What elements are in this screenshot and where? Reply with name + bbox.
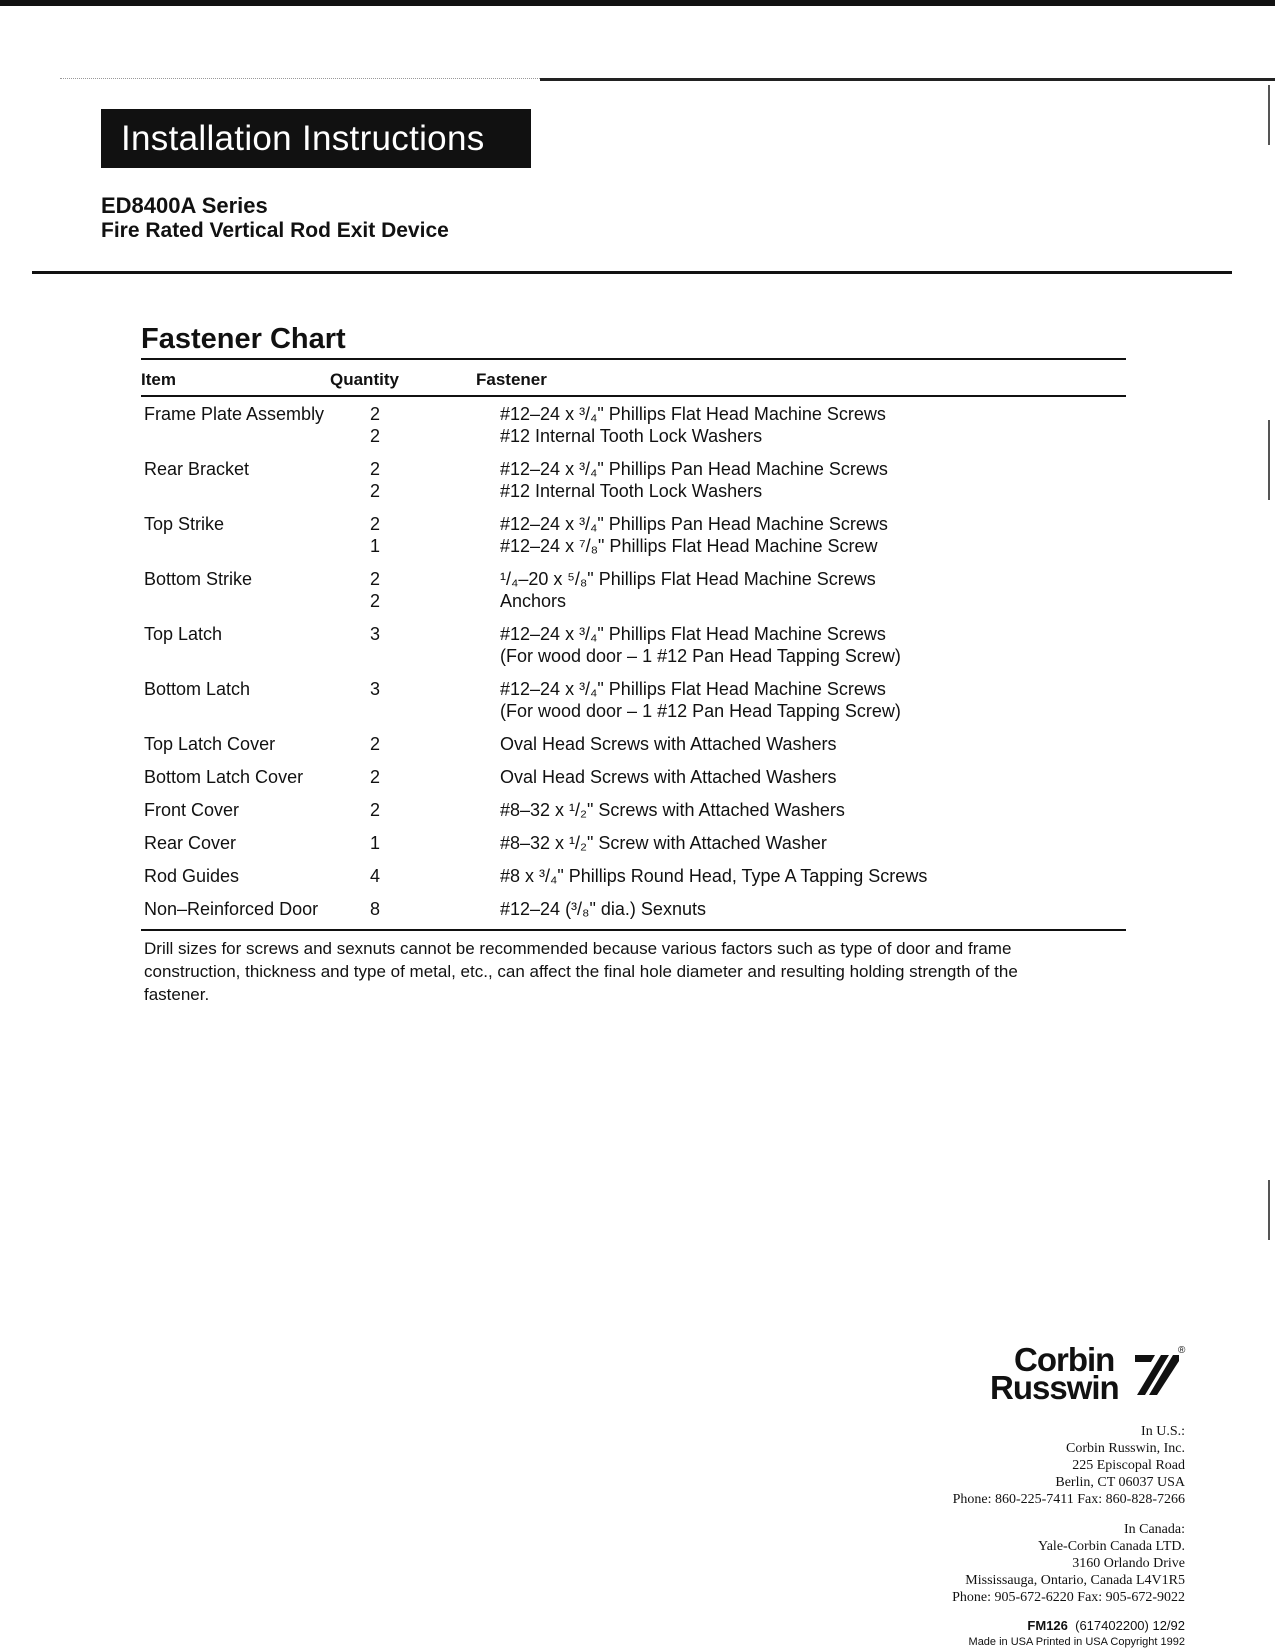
fastener-value: #8–32 x ¹/₂" Screw with Attached Washer [500,833,827,853]
fastener-value: Oval Head Screws with Attached Washers [500,767,837,787]
contact-canada [952,1521,1185,1606]
contact-us-phone: Phone: 860-225-7411 Fax: 860-828-7266 [952,1492,1185,1507]
row-quantity [364,832,471,854]
chart-bottom-rule [141,929,1126,931]
row-fastener [471,733,1126,755]
row-quantity [364,623,471,667]
product-name: Fire Rated Vertical Rod Exit Device [101,219,449,242]
row-fastener [471,799,1126,821]
fastener-value: #12–24 (³/₈" dia.) Sexnuts [500,899,706,919]
row-quantity [364,865,471,887]
fastener-value: #12–24 x ³/₄" Phillips Flat Head Machine Screws [500,679,886,699]
corbin-russwin-logo [990,1343,1190,1409]
row-item: Front Cover [144,800,240,820]
fastener-value: Anchors [500,591,567,611]
product-model [101,193,268,219]
table-row [141,513,1126,557]
row-fastener [471,898,1126,920]
fastener-value: (For wood door – 1 #12 Pan Head Tapping Screw) [500,646,901,666]
row-quantity [364,403,471,447]
contact-us-heading: In U.S.: [1141,1424,1185,1439]
row-item: Bottom Latch Cover [144,767,304,787]
form-number: (617402200) 12/92 [1075,1618,1185,1633]
column-header-quantity: Quantity [330,370,399,389]
row-quantity [364,799,471,821]
table-row [141,403,1126,447]
row-item: Rod Guides [144,866,240,886]
quantity-value: 2 [370,481,381,501]
table-row [141,865,1126,887]
row-fastener [471,832,1126,854]
row-fastener [471,678,1126,722]
scan-edge-mark [1268,1180,1270,1240]
quantity-value: 2 [370,591,381,611]
fastener-value: ¹/₄–20 x ⁵/₈" Phillips Flat Head Machine Screws [500,569,876,589]
quantity-value: 3 [370,679,381,699]
contact-us-city: Berlin, CT 06037 USA [1055,1475,1185,1490]
drill-size-note: Drill sizes for screws and sexnuts cannot be recommended because various factors such as type of door and frame construction, thickness and type of metal, etc., can affect the final hole diameter and resulting holding strength of the fastener. [144,939,1018,1004]
row-item: Top Latch [144,624,223,644]
quantity-value: 2 [370,569,381,589]
row-item: Rear Bracket [144,459,250,479]
contact-us [953,1423,1185,1508]
row-item: Non–Reinforced Door [144,899,319,919]
table-row [141,766,1126,788]
contact-us-company: Corbin Russwin, Inc. [1066,1441,1185,1456]
contact-canada-phone: Phone: 905-672-6220 Fax: 905-672-9022 [952,1590,1185,1605]
quantity-value: 2 [370,426,381,446]
row-quantity [364,898,471,920]
table-row [141,568,1126,612]
made-in-line: Made in USA Printed in USA Copyright 1992 [968,1636,1185,1648]
row-quantity [364,733,471,755]
fastener-value: #12–24 x ³/₄" Phillips Pan Head Machine Screws [500,459,888,479]
quantity-value: 2 [370,800,381,820]
row-quantity [364,568,471,612]
table-row [141,458,1126,502]
header-divider [32,271,1232,274]
contact-canada-company: Yale-Corbin Canada LTD. [1038,1539,1185,1554]
fastener-value: #12 Internal Tooth Lock Washers [500,426,763,446]
scan-edge-mark [1268,85,1270,145]
row-item: Bottom Strike [144,569,253,589]
row-item: Bottom Latch [144,679,251,699]
fastener-value: #12 Internal Tooth Lock Washers [500,481,763,501]
series-label: Series [201,193,268,218]
row-fastener [471,568,1126,612]
logo-line-2: Russwin [990,1369,1119,1406]
quantity-value: 8 [370,899,381,919]
row-fastener [471,513,1126,557]
fastener-value: (For wood door – 1 #12 Pan Head Tapping Screw) [500,701,901,721]
contact-canada-city: Mississauga, Ontario, Canada L4V1R5 [965,1573,1185,1588]
table-row [141,623,1126,667]
fastener-value: #12–24 x ³/₄" Phillips Pan Head Machine Screws [500,514,888,534]
header-solid-rule [540,78,1275,81]
contact-us-street: 225 Episcopal Road [1072,1458,1185,1473]
table-row [141,832,1126,854]
row-fastener [471,865,1126,887]
quantity-value: 1 [370,833,381,853]
row-fastener [471,623,1126,667]
scan-edge-mark [1268,420,1270,500]
logo-line-1: Corbin [1014,1341,1115,1378]
quantity-value: 2 [370,404,381,424]
quantity-value: 4 [370,866,381,886]
row-item: Frame Plate Assembly [144,404,325,424]
table-row [141,898,1126,920]
row-item: Rear Cover [144,833,237,853]
fastener-value: Oval Head Screws with Attached Washers [500,734,837,754]
quantity-value: 2 [370,734,381,754]
registered-mark: ® [1178,1345,1186,1356]
form-code: FM126 [1027,1618,1068,1633]
row-item: Top Latch Cover [144,734,276,754]
logo-stripes-icon [1135,1353,1179,1397]
quantity-value [370,645,471,667]
quantity-value: 1 [370,536,381,556]
document-banner: Installation Instructions [101,109,531,168]
top-border-rule [0,0,1275,6]
fastener-table [141,403,1126,931]
row-fastener [471,766,1126,788]
table-row [141,799,1126,821]
contact-canada-heading: In Canada: [1123,1522,1185,1537]
fastener-value: #12–24 x ³/₄" Phillips Flat Head Machine Screws [500,624,886,644]
row-fastener [471,403,1126,447]
quantity-value: 2 [370,767,381,787]
model-number: ED8400A [101,193,196,218]
form-number-line [1027,1618,1185,1633]
fastener-value: #12–24 x ³/₄" Phillips Flat Head Machine Screws [500,404,886,424]
fastener-value: #8–32 x ¹/₂" Screws with Attached Washers [500,800,845,820]
row-item: Top Strike [144,514,225,534]
chart-title: Fastener Chart [141,323,346,355]
quantity-value: 2 [370,514,381,534]
chart-top-rule [141,358,1126,360]
chart-header-rule [141,395,1126,397]
quantity-value: 3 [370,624,381,644]
column-header-item: Item [141,370,176,389]
row-fastener [471,458,1126,502]
row-quantity [364,458,471,502]
column-header-fastener: Fastener [476,370,547,389]
fastener-value: #12–24 x ⁷/₈" Phillips Flat Head Machine Screw [500,536,878,556]
contact-canada-street: 3160 Orlando Drive [1072,1556,1185,1571]
fastener-value: #8 x ³/₄" Phillips Round Head, Type A Tapping Screws [500,866,928,886]
row-quantity [364,513,471,557]
quantity-value [370,700,471,722]
quantity-value: 2 [370,459,381,479]
row-quantity [364,766,471,788]
table-row [141,733,1126,755]
table-row [141,678,1126,722]
row-quantity [364,678,471,722]
